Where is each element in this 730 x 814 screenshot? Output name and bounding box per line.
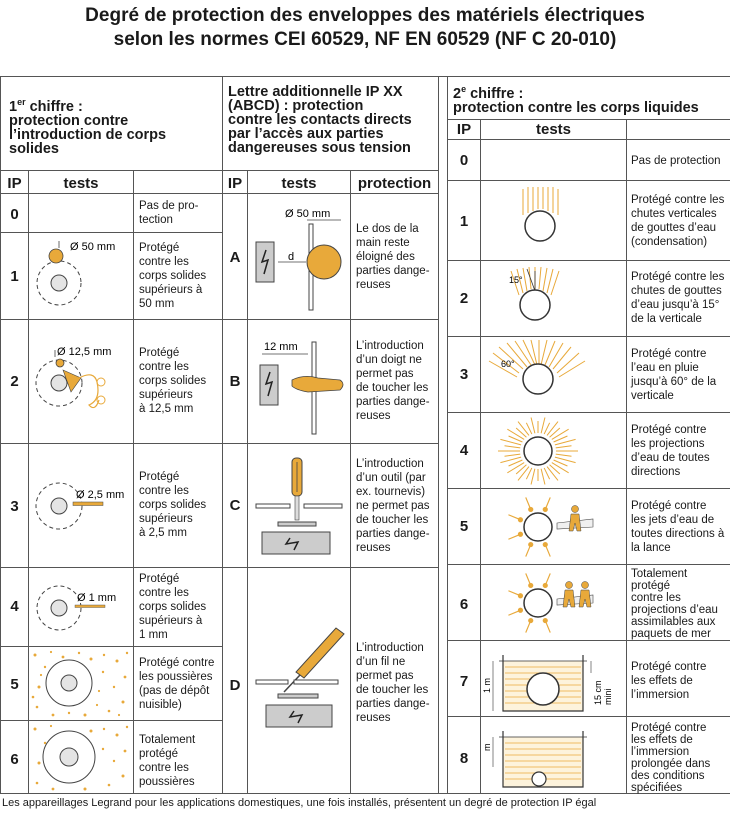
col3-ip-3: 3: [459, 366, 469, 383]
col3-ip-5: 5: [459, 518, 469, 535]
col1-ip-2: 2: [10, 373, 19, 390]
col2-ip-C: C: [229, 497, 241, 514]
col2-text-A: Le dos de la main reste éloigné des parties dange- reuses: [356, 223, 430, 291]
jet-arrow-head: [543, 507, 547, 511]
splash-ray: [518, 422, 529, 436]
title-line-1: Degré de protection des enveloppes des matériels électriques: [85, 5, 645, 26]
col3-text-3: Protégé contre l’eau en pluie jusqu’à 60° de la verticale: [631, 348, 717, 402]
col3-ip-8: 8: [459, 750, 469, 767]
col1-text-1: Protégé contre les corps solides supérieurs à 50 mm: [139, 242, 207, 310]
col1-text-3: Protégé contre les corps solides supérieurs à 2,5 mm: [139, 471, 207, 539]
label-b-12mm: 12 mm: [264, 341, 298, 353]
col2-header-line2: (ABCD) : protection: [228, 98, 364, 114]
col1-text-0: Pas de pro- tection: [139, 200, 199, 226]
label-2mm: Ø 2,5 mm: [76, 489, 125, 501]
label-1mm: Ø 1 mm: [77, 592, 117, 604]
splash-ray: [552, 463, 569, 473]
col3-ip-1: 1: [459, 213, 469, 230]
col1-ip-4: 4: [10, 598, 19, 615]
splash-ray: [541, 418, 545, 434]
col1-header-line3: l’introduction de corps: [9, 126, 167, 143]
test-solid-1mm-illustration: [29, 568, 133, 646]
jet-arrow-head: [529, 619, 533, 623]
col3-ip-2: 2: [459, 290, 469, 307]
col1-ip-5: 5: [10, 676, 19, 693]
col2-header-line5: dangereuses sous tension: [228, 140, 411, 156]
label-mini: mini: [603, 688, 613, 705]
test-dust-illustration: [29, 647, 133, 720]
jet-arrow-head: [543, 619, 547, 623]
col1-text-4: Protégé contre les corps solides supérieurs à 1 mm: [139, 573, 207, 641]
jet-arrow-head: [529, 543, 533, 547]
splash-ray: [507, 429, 524, 439]
col3-header-number: 2: [453, 85, 462, 102]
col3-text-6: Totalement protégé contre les projections d’eau assimilables aux paquets de mer: [631, 568, 718, 640]
col1-text-5: Protégé contre les poussières (pas de dépôt nuisible): [139, 657, 215, 711]
splash-ray: [556, 446, 572, 448]
test-solid-12mm-illustration: [29, 320, 133, 443]
splash-ray: [507, 463, 524, 473]
col3-header-rest: chiffre :: [466, 85, 524, 102]
col3-th-ip: IP: [456, 121, 472, 138]
test-splash-all-directions-illustration: [481, 413, 626, 488]
test-solid-50mm-illustration: [29, 233, 133, 319]
test-60deg-rain-illustration: [481, 337, 626, 412]
splash-ray: [531, 469, 535, 485]
test-solid-2mm-illustration: [29, 444, 133, 567]
col3-ip-4: 4: [459, 442, 469, 459]
col1-th-ip: IP: [7, 175, 22, 192]
col3-ip-7: 7: [459, 673, 469, 690]
label-1m: 1 m: [482, 677, 492, 693]
label-50mm: Ø 50 mm: [70, 241, 116, 253]
label-15deg: 15°: [509, 275, 523, 285]
col1-ip-0: 0: [10, 206, 19, 223]
col3-text-5: Protégé contre les jets d’eau de toutes directions à la lance: [631, 500, 725, 554]
col3-header-sup: e: [461, 84, 467, 94]
col3-ip-0: 0: [459, 152, 469, 169]
col3-header: [453, 82, 730, 115]
col2-header-line1: Lettre additionnelle IP XX: [228, 84, 403, 100]
test-finger-illustration: [248, 320, 350, 443]
test-15deg-drops-illustration: [481, 261, 626, 336]
label-15cm: 15 cm: [593, 680, 603, 705]
splash-ray: [541, 469, 545, 485]
col2-th-protection: protection: [357, 175, 432, 192]
jet-arrow-head: [518, 608, 522, 612]
splash-ray: [547, 422, 558, 436]
jet-arrow-head: [518, 594, 522, 598]
test-dust-total-illustration: [29, 721, 133, 793]
test-screwdriver-illustration: [248, 444, 350, 567]
title-line-2: selon les normes CEI 60529, NF EN 60529 (NF C 20-010): [113, 29, 617, 50]
splash-ray: [552, 429, 569, 439]
test-water-jets-illustration: [481, 489, 626, 564]
col1-ip-6: 6: [10, 751, 19, 768]
col1-header: [9, 95, 221, 156]
col3-ip-6: 6: [459, 596, 469, 613]
col2-ip-A: A: [229, 249, 241, 266]
col2-header-line4: par l’accès aux parties: [228, 126, 384, 142]
label-60deg: 60°: [501, 359, 515, 369]
col2-header-line3: contre les contacts directs: [228, 112, 412, 128]
col3-text-8: Protégé contre les effets de l’immersion prolongée dans des conditions spécifiées: [631, 722, 711, 794]
test-hand-back-illustration: [248, 194, 350, 319]
col1-header-line4: solides: [9, 140, 59, 157]
col2-text-D: L’introduction d’un fil ne permet pas de toucher les parties dange- reuses: [356, 642, 430, 724]
jet-arrow-head: [543, 543, 547, 547]
col1-text-2: Protégé contre les corps solides supérieurs à 12,5 mm: [139, 347, 207, 415]
label-a-50mm: Ø 50 mm: [285, 208, 331, 220]
label-m: m: [482, 743, 492, 751]
col3-text-2: Protégé contre les chutes de gouttes d’eau jusqu’à 15° de la verticale: [631, 271, 725, 325]
test-immersion-illustration: [481, 641, 626, 716]
splash-ray: [531, 418, 535, 434]
col3-text-1: Protégé contre les chutes verticales de gouttes d’eau (condensation): [631, 194, 725, 248]
jet-arrow-head: [518, 518, 522, 522]
splash-ray: [518, 467, 529, 481]
col1-text-6: Totalement protégé contre les poussières: [139, 734, 196, 788]
col1-header-sup: er: [17, 97, 26, 107]
test-wire-illustration: [248, 568, 350, 793]
col2-text-C: L’introduction d’un outil (par ex. tournevis) ne permet pas de toucher les parties dange- reuses: [356, 458, 430, 554]
col1-ip-1: 1: [10, 268, 19, 285]
jet-arrow-head: [529, 583, 533, 587]
label-12mm: Ø 12,5 mm: [57, 346, 112, 358]
splash-ray: [505, 446, 521, 448]
splash-ray: [547, 467, 558, 481]
col1-ip-3: 3: [10, 498, 19, 515]
jet-arrow-head: [543, 583, 547, 587]
footer-note: Les appareillages Legrand pour les applications domestiques, une fois installés, présentent un degré de protection IP égal: [2, 797, 597, 809]
col1-header-rest: chiffre :: [25, 98, 83, 115]
col2-ip-D: D: [229, 677, 241, 694]
col2-ip-B: B: [229, 373, 241, 390]
jet-arrow-head: [529, 507, 533, 511]
col2-th-tests: tests: [281, 175, 317, 192]
col3-text-0: Pas de protection: [631, 155, 721, 167]
col1-header-line2: protection contre: [9, 112, 129, 129]
col1-th-tests: tests: [63, 175, 99, 192]
col3-header-line2: protection contre les corps liquides: [453, 99, 699, 116]
splash-ray: [505, 454, 521, 456]
label-a-d: d: [288, 251, 295, 263]
col1-header-number: 1: [9, 98, 18, 115]
test-heavy-seas-illustration: [481, 565, 626, 640]
test-vertical-drops-illustration: [481, 181, 626, 260]
col3-text-7: Protégé contre les effets de l’immersion: [631, 661, 707, 701]
jet-arrow-head: [518, 532, 522, 536]
test-prolonged-immersion-illustration: [481, 717, 626, 793]
col3-text-4: Protégé contre les projections d’eau de toutes directions: [631, 424, 710, 478]
splash-ray: [556, 454, 572, 456]
col3-th-tests: tests: [535, 121, 572, 138]
col2-header: [228, 85, 438, 155]
col2-th-ip: IP: [227, 175, 243, 192]
col2-text-B: L’introduction d’un doigt ne permet pas de toucher les parties dange- reuses: [356, 340, 430, 422]
